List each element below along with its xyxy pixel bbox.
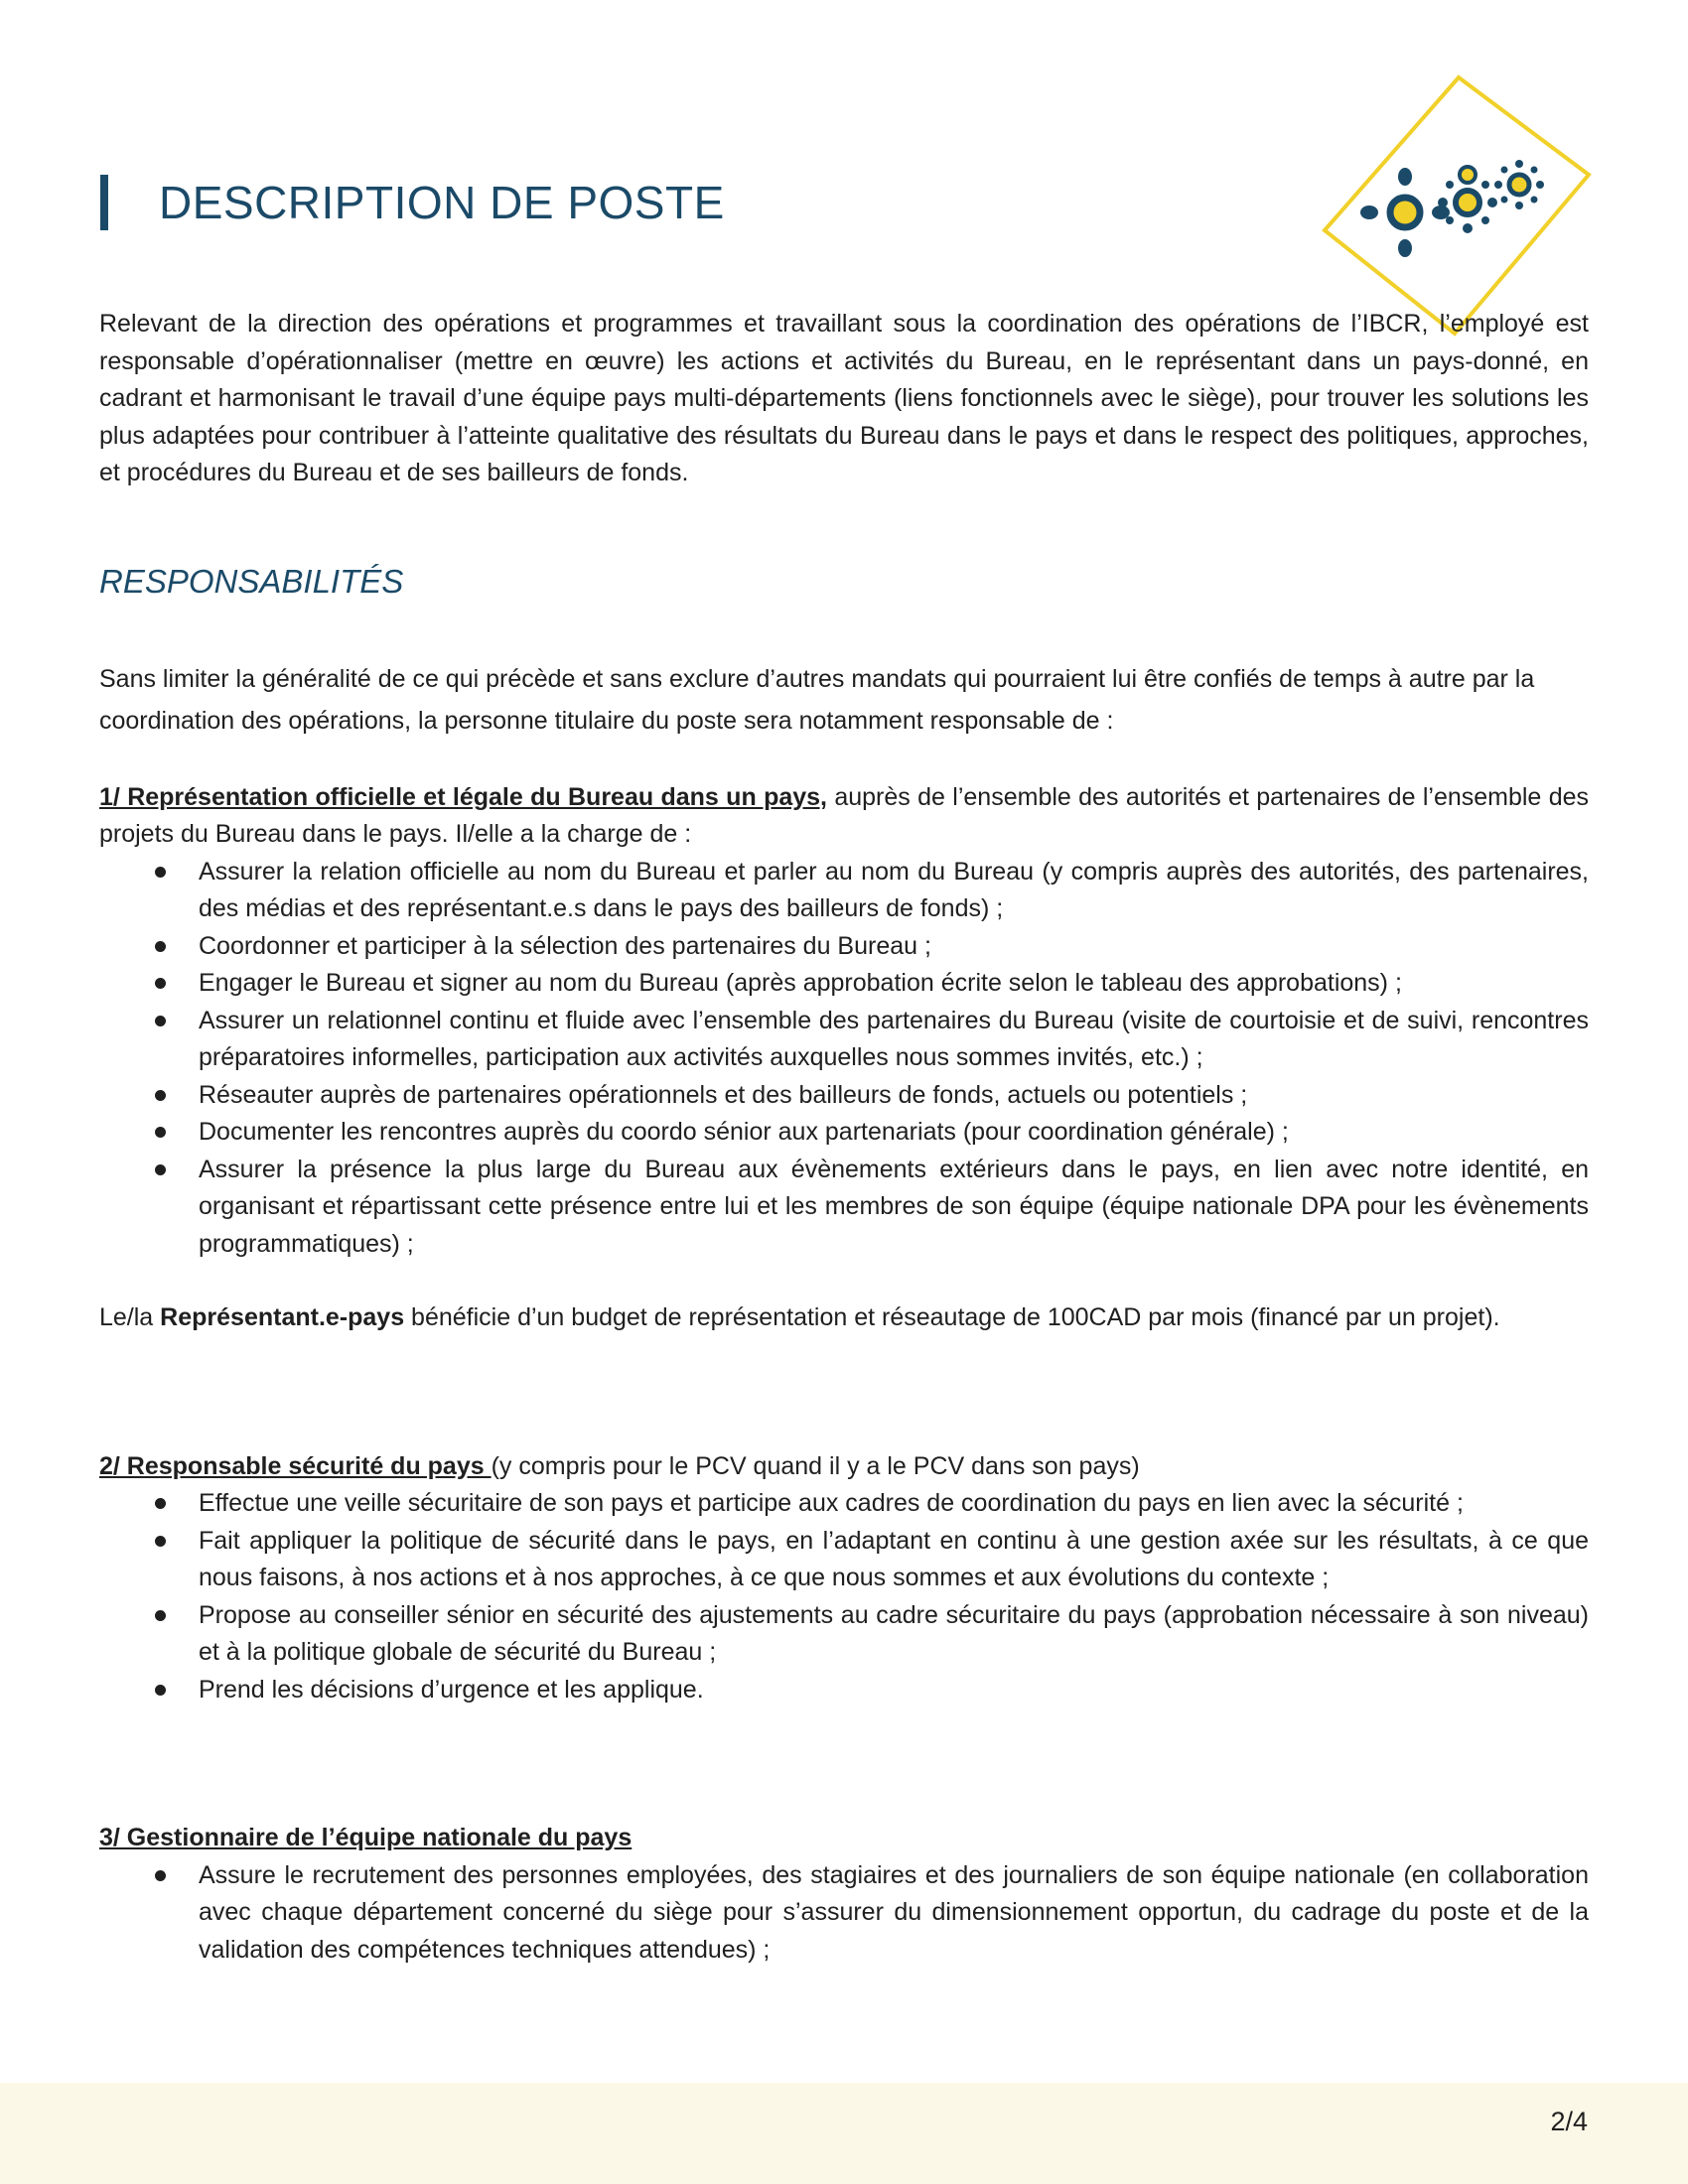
section-3-heading: 3/ Gestionnaire de l’équipe nationale du pays bbox=[99, 1824, 633, 1851]
list-item: Effectue une veille sécuritaire de son pays et participe aux cadres de coordination du pays en lien avec la sécurité ; bbox=[99, 1485, 1589, 1523]
list-item: Documenter les rencontres auprès du coordo sénior aux partenariats (pour coordination générale) ; bbox=[99, 1114, 1589, 1152]
bullet-icon bbox=[155, 1685, 166, 1696]
section-2-intro bbox=[99, 1448, 1589, 1486]
list-item: Assure le recrutement des personnes employées, des stagiaires et des journaliers de son équipe nationale (en collaboration avec chaque département concerné du siège pour s’assurer du dimensionnement opportun, du cadrage du poste et de la validation des compétences techniques attendues) ; bbox=[99, 1857, 1589, 1970]
list-item: Assurer un relationnel continu et fluide avec l’ensemble des partenaires du Bureau (visite de courtoisie et de suivi, rencontres préparatoires informelles, participation aux activités auxquelles nous sommes invités, etc.) ; bbox=[99, 1003, 1589, 1077]
ibcr-logo-icon bbox=[1321, 71, 1593, 340]
bullet-icon bbox=[155, 1164, 166, 1175]
list-item: Fait appliquer la politique de sécurité dans le pays, en l’adaptant en continu à une gestion axée sur les résultats, à ce que nous faisons, à nos actions et à nos approches, à ce que nous sommes et aux évolutions du contexte ; bbox=[99, 1523, 1589, 1597]
bullet-icon bbox=[155, 867, 166, 878]
list-item: Prend les décisions d’urgence et les applique. bbox=[99, 1672, 1589, 1709]
bullet-icon bbox=[155, 941, 166, 952]
responsibilities-heading: RESPONSABILITÉS bbox=[99, 562, 404, 600]
section-1-heading: 1/ Représentation officielle et légale du Bureau dans un pays, bbox=[99, 782, 827, 811]
section-1-heading-rest: auprès de l’ensemble des autorités et partenaires de l’ensemble des projets du Bureau dans le pays. Il/elle a la charge de : bbox=[99, 782, 1589, 848]
list-item: Coordonner et participer à la sélection des partenaires du Bureau ; bbox=[99, 928, 1589, 966]
section-3-intro bbox=[99, 1820, 1589, 1857]
section-2-list bbox=[99, 1485, 1589, 1708]
list-item: Engager le Bureau et signer au nom du Bureau (après approbation écrite selon le tableau des approbations) ; bbox=[99, 965, 1589, 1003]
intro-paragraph: Relevant de la direction des opérations et programmes et travaillant sous la coordination des opérations de l’IBCR, l’employé est responsable d’opérationnaliser (mettre en œuvre) les actions et activités du Bureau, en le représentant dans un pays-donné, en cadrant et harmonisant le travail d’une équipe pays multi-départements (liens fonctionnels avec le siège), pour trouver les solutions les plus adaptées pour contribuer à l’atteinte qualitative des résultats du Bureau dans le pays et dans le respect des politiques, approches, et procédures du Bureau et de ses bailleurs de fonds. bbox=[99, 310, 1589, 486]
section-1-intro bbox=[99, 779, 1589, 854]
page-number: 2/4 bbox=[1550, 2107, 1588, 2136]
document-body bbox=[99, 306, 1589, 1969]
footer-band bbox=[0, 2083, 1688, 2184]
list-item: Réseauter auprès de partenaires opérationnels et des bailleurs de fonds, actuels ou potentiels ; bbox=[99, 1077, 1589, 1115]
bullet-icon bbox=[155, 1498, 166, 1509]
bullet-icon bbox=[155, 1536, 166, 1547]
bullet-icon bbox=[155, 1610, 166, 1621]
section-2-heading-rest: (y compris pour le PCV quand il y a le PCV dans son pays) bbox=[491, 1451, 1140, 1480]
page-title: DESCRIPTION DE POSTE bbox=[159, 177, 725, 228]
budget-note: Le/la Représentant.e-pays bénéficie d’un budget de représentation et réseautage de 100CAD par mois (financé par un projet). bbox=[99, 1303, 1500, 1331]
list-item: Propose au conseiller sénior en sécurité des ajustements au cadre sécuritaire du pays (approbation nécessaire à son niveau) et à la politique globale de sécurité du Bureau ; bbox=[99, 1597, 1589, 1672]
list-item: Assurer la relation officielle au nom du Bureau et parler au nom du Bureau (y compris auprès des autorités, des partenaires, des médias et des représentant.e.s dans le pays des bailleurs de fonds) ; bbox=[99, 854, 1589, 928]
responsibilities-intro: Sans limiter la généralité de ce qui précède et sans exclure d’autres mandats qui pourraient lui être confiés de temps à autre par la coordination des opérations, la personne titulaire du poste sera notamment responsable de : bbox=[99, 664, 1535, 735]
role-name: Représentant.e-pays bbox=[160, 1303, 405, 1331]
section-3-list bbox=[99, 1857, 1589, 1970]
bullet-icon bbox=[155, 1127, 166, 1138]
title-accent-bar bbox=[100, 175, 108, 230]
bullet-icon bbox=[155, 978, 166, 989]
bullet-icon bbox=[155, 1090, 166, 1101]
list-item: Assurer la présence la plus large du Bureau aux évènements extérieurs dans le pays, en lien avec notre identité, en organisant et répartissant cette présence entre lui et les membres de son équipe (équipe nationale DPA pour les évènements programmatiques) ; bbox=[99, 1152, 1589, 1264]
section-1-list bbox=[99, 854, 1589, 1264]
section-2-heading: 2/ Responsable sécurité du pays bbox=[99, 1451, 492, 1480]
bullet-icon bbox=[155, 1016, 166, 1026]
bullet-icon bbox=[155, 1870, 166, 1881]
